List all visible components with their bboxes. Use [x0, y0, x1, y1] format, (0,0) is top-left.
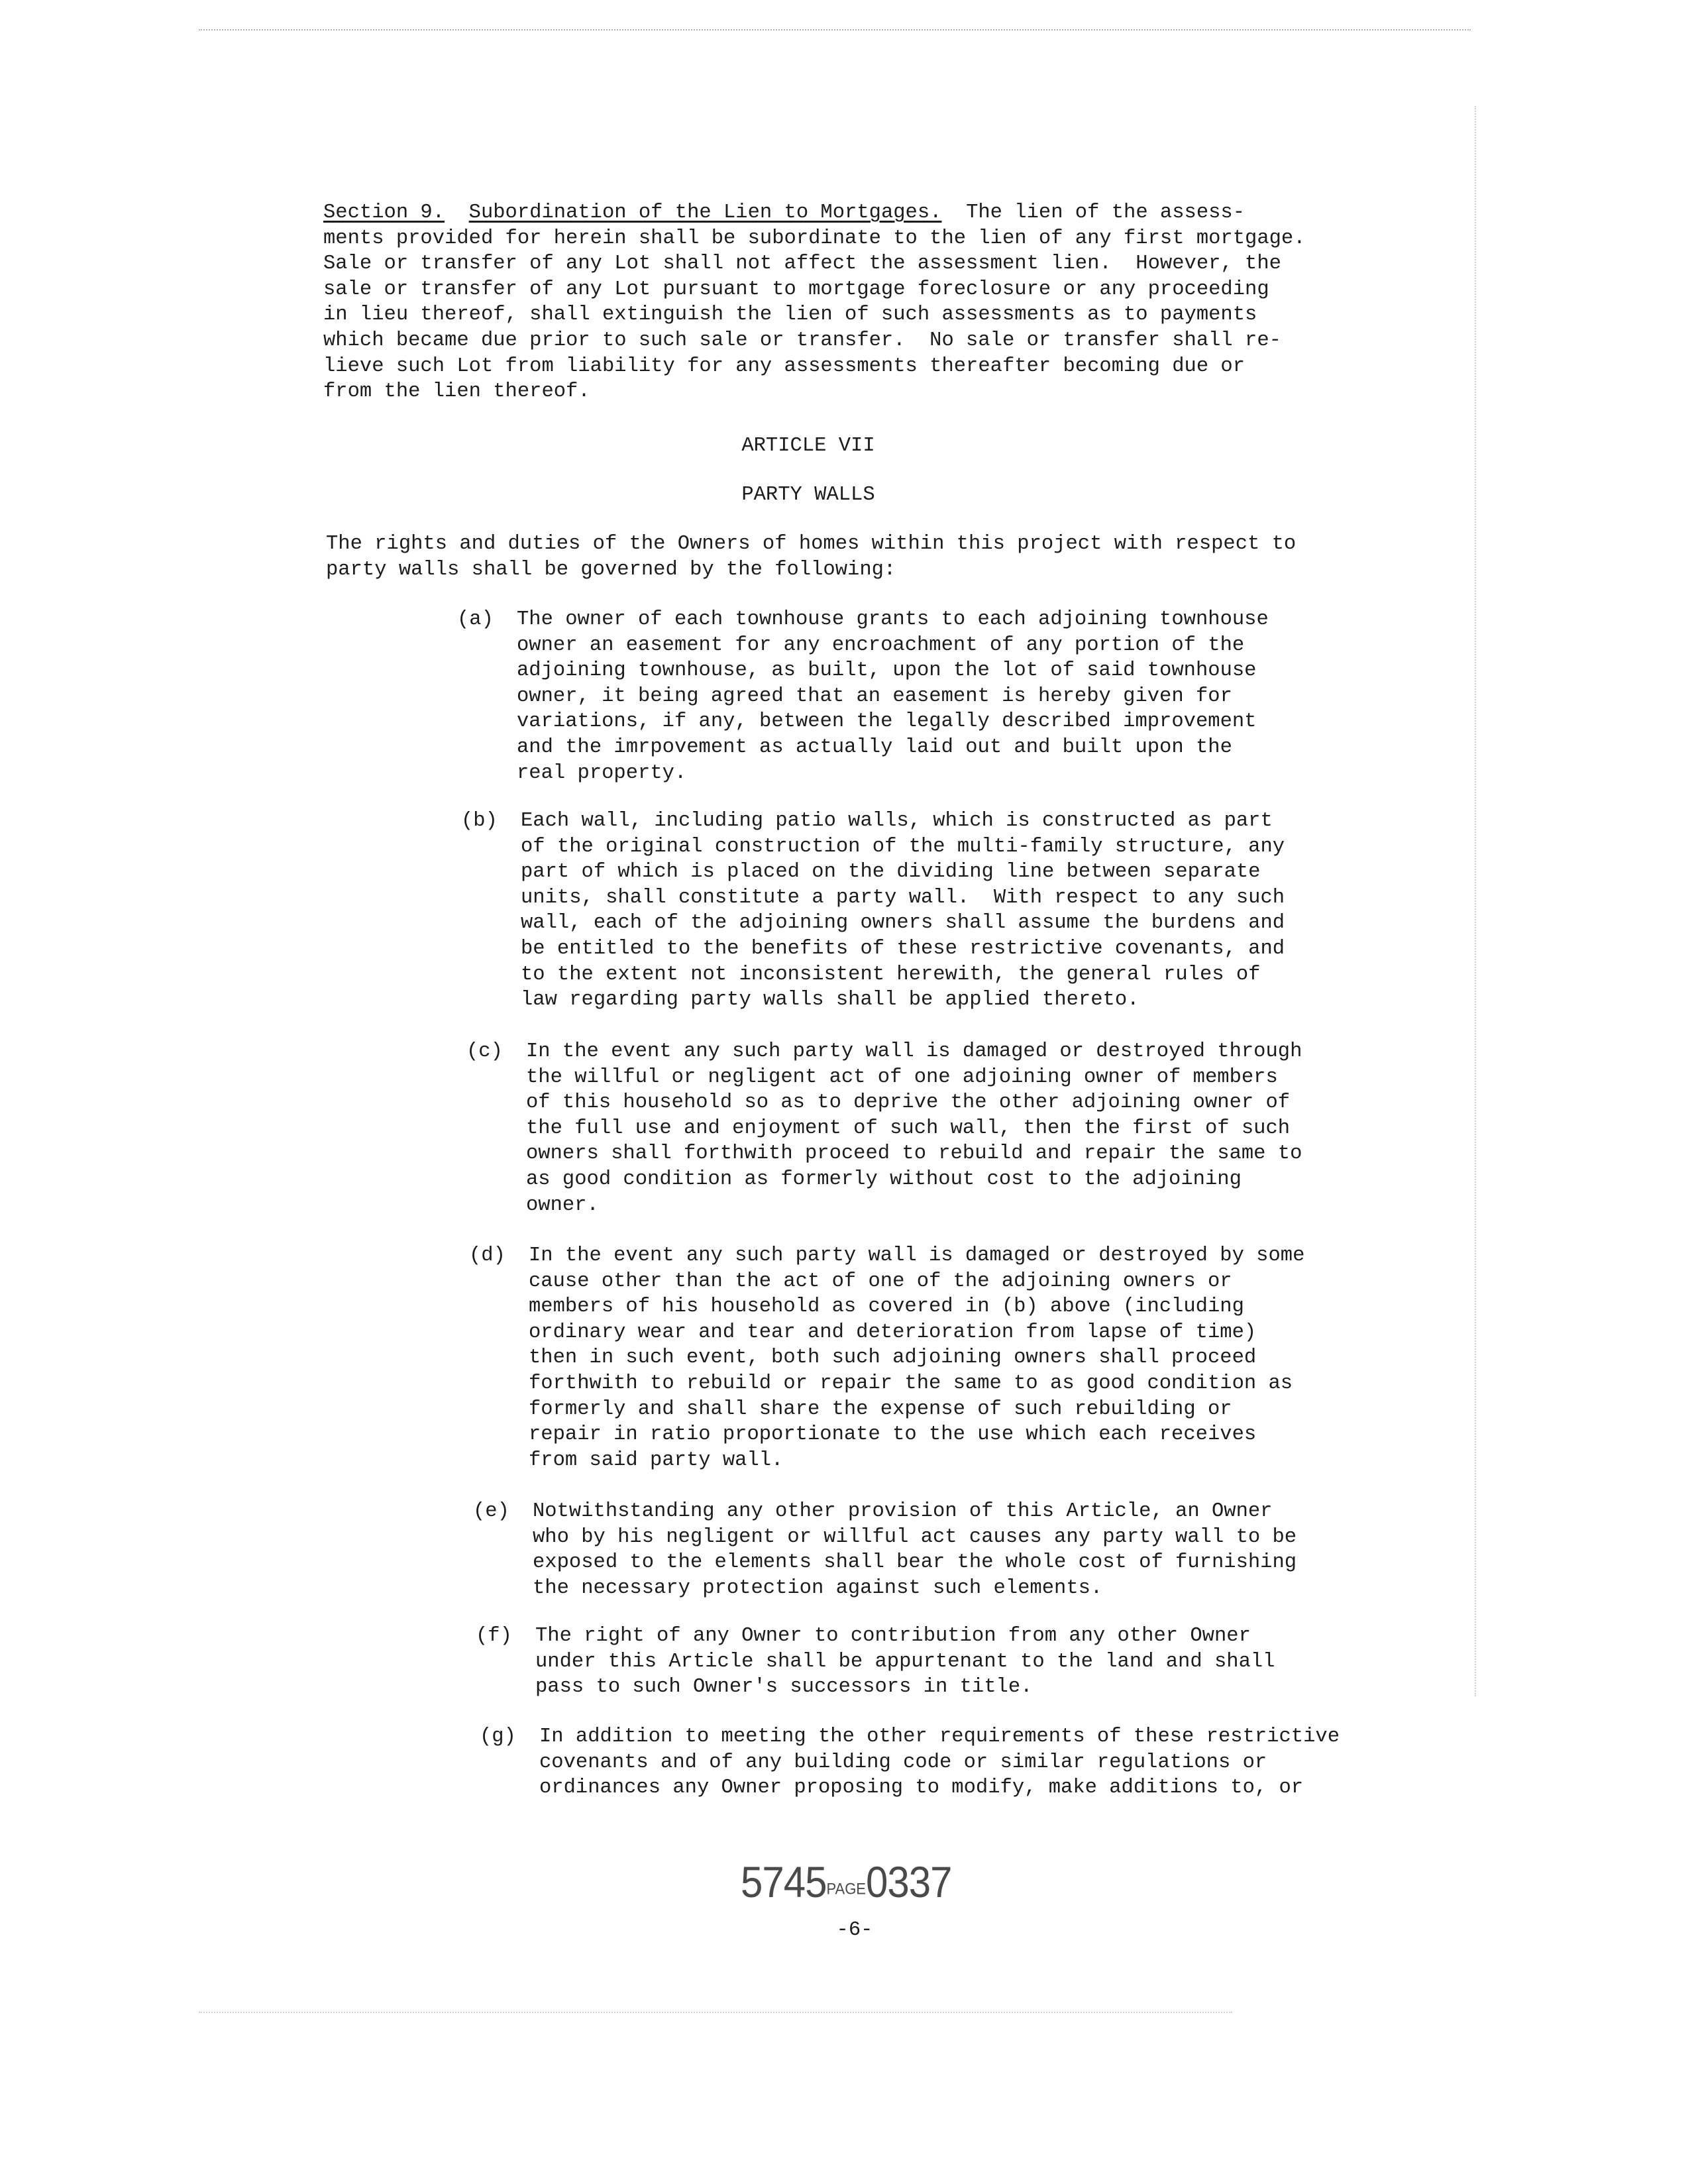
scan-edge-top: [199, 29, 1471, 30]
section-9-paragraph: [323, 200, 1306, 405]
scan-edge-bottom: [199, 2012, 1232, 2013]
section-9-heading: Section 9.: [323, 201, 445, 224]
intro-line: party walls shall be governed by the following:: [326, 558, 896, 581]
clause-text: Each wall, including patio walls, which is constructed as part of the original construction of the multi-family structure, any part of which is placed on the dividing line between separate units, shall constitute a party wall. With respect to any such wall, each of the adjoining owners shall assume the burdens and be entitled to the benefits of these restrictive covenants, and to the extent not inconsistent herewith, the general rules of law regarding party walls shall be applied thereto.: [521, 810, 1285, 1012]
clause-text: In the event any such party wall is damaged or destroyed by some cause other than the act of one of the adjoining owners or members of his household as covered in (b) above (including ordinary wear and tear and deterioration from lapse of time) then in such event, both such adjoining owners shall proceed forthwith to rebuild or repair the same to as good condition as formerly and shall share the expense of such rebuilding or repair in ratio proportionate to the use which each receives from said party wall.: [529, 1244, 1305, 1472]
clause-text: In addition to meeting the other requirements of these restrictive covenants and of any building code or similar regulations or ordinances any Owner proposing to modify, make additions to, or: [539, 1725, 1340, 1800]
clause-text: The owner of each townhouse grants to each adjoining townhouse owner an easement for any encroachment of any portion of the adjoining townhouse, as built, upon the lot of said townhouse owner, it being agreed that an easement is hereby given for variations, if any, between the legally described improvement and the imrpovement as actually laid out and built upon the real property.: [517, 608, 1269, 785]
section-9-line: sale or transfer of any Lot pursuant to mortgage foreclosure or any proceeding: [323, 278, 1269, 301]
clause-label: (f): [476, 1625, 512, 1647]
intro-paragraph: [326, 531, 1296, 582]
clause-label: (a): [457, 608, 494, 631]
clause-text: Notwithstanding any other provision of this Article, an Owner who by his negligent or willful act causes any party wall to be exposed to the elements shall bear the whole cost of furnishing the necessary protection against such elements.: [533, 1500, 1297, 1600]
recording-stamp: [741, 1857, 951, 1908]
clause-label: (b): [461, 810, 498, 832]
clause-label: (e): [473, 1500, 509, 1523]
stamp-page-number: 0337: [866, 1857, 952, 1907]
section-9-line: ments provided for herein shall be subordinate to the lien of any first mortgage.: [323, 227, 1306, 250]
article-title: PARTY WALLS: [741, 484, 875, 506]
section-9-line: Sale or transfer of any Lot shall not affect the assessment lien. However, the: [323, 252, 1281, 276]
stamp-book-number: 5745: [741, 1857, 827, 1907]
clause-text: The right of any Owner to contribution from any other Owner under this Article shall be appurtenant to the land and shall pass to such Owner's successors in title.: [535, 1625, 1275, 1699]
clause-label: (c): [466, 1040, 503, 1063]
clause-label: (d): [469, 1244, 505, 1267]
section-9-line: lieve such Lot from liability for any assessments thereafter becoming due or: [323, 355, 1246, 378]
section-9-line: which became due prior to such sale or transfer. No sale or transfer shall re-: [323, 329, 1281, 352]
stamp-page-word: PAGE: [826, 1879, 866, 1898]
scan-edge-right: [1475, 106, 1476, 1696]
section-9-line: from the lien thereof.: [323, 380, 590, 404]
clause-label: (g): [480, 1725, 516, 1748]
clause-text: In the event any such party wall is damaged or destroyed through the willful or negligent act of one adjoining owner of members of this household so as to deprive the other adjoining owner of the full use and enjoyment of such wall, then the first of such owners shall forthwith proceed to rebuild and repair the same to as good condition as formerly without cost to the adjoining owner.: [526, 1040, 1302, 1217]
section-9-first-line: The lien of the assess-: [941, 201, 1246, 224]
section-9-line: in lieu thereof, shall extinguish the lien of such assessments as to payments: [323, 303, 1257, 327]
intro-line: The rights and duties of the Owners of homes within this project with respect to: [326, 533, 1297, 555]
article-heading: ARTICLE VII: [741, 435, 875, 457]
section-9-title: Subordination of the Lien to Mortgages.: [468, 201, 942, 224]
page-number: -6-: [836, 1919, 873, 1941]
